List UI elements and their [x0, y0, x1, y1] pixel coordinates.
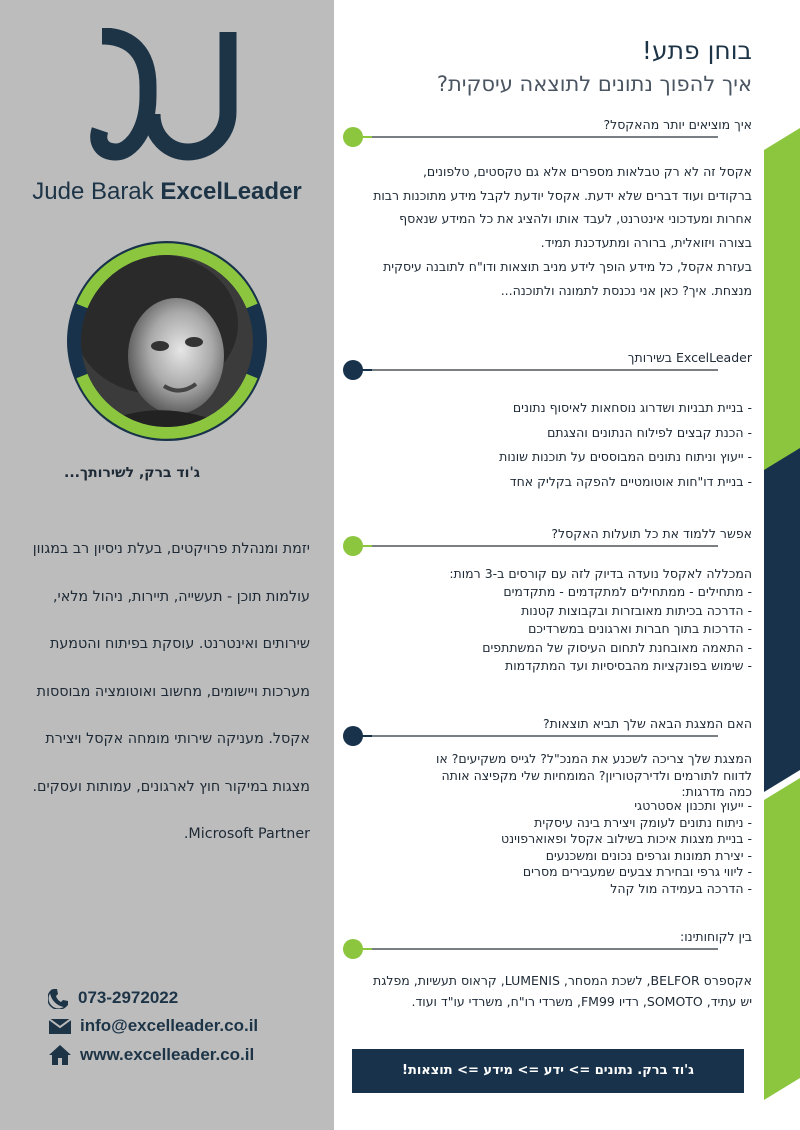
paragraph-line: אחרות ומעדכוני אינטרנט, לעבד אותו ולהציג את כל המידע שנאסף — [399, 211, 752, 227]
jb-logo — [90, 28, 250, 168]
bio-line: עולמות תוכן - תעשייה, תיירות, ניהול מלאי, — [52, 588, 310, 605]
list-item: - הדרכות בתוך חברות וארגונים במשרדיכם — [528, 621, 752, 637]
contact-email[interactable] — [48, 1016, 258, 1036]
services-list — [352, 396, 752, 494]
paragraph-line: מנצחת. איך? כאן אני נכנסת לתמונה ולתוכנה... — [500, 282, 752, 298]
section-heading: איך מוציאים יותר מהאקסל? — [603, 117, 752, 132]
footer-banner: ג'וד ברק. נתונים => ידע => מידע => תוצאות! — [352, 1049, 744, 1093]
brand-name-bold: ExcelLeader — [160, 178, 302, 205]
section-divider — [352, 735, 718, 737]
section-intro — [352, 565, 752, 582]
list-item: - ניתוח נתונים לעומק ויצירת בינה עיסקית — [534, 814, 752, 830]
tagline: ג'וד ברק, לשירותך... — [64, 465, 200, 481]
page-title: בוחן פתע! — [641, 36, 752, 65]
courses-list — [352, 583, 752, 676]
section-heading: האם המצגת הבאה שלך תביא תוצאות? — [543, 716, 752, 731]
main-content — [334, 0, 800, 1130]
sidebar — [0, 0, 334, 1130]
decorative-stripes — [760, 0, 800, 1130]
home-icon — [48, 1044, 72, 1066]
section-paragraph — [352, 160, 752, 302]
contact-phone[interactable] — [48, 987, 178, 1009]
paragraph-line: בצורה ויזואלית, ברורה ומתעדכנת תמיד. — [540, 235, 752, 251]
list-item: - שימוש בפונקציות מהבסיסיות ועד המתקדמות — [505, 658, 752, 674]
list-item: - הדרכה בכיתות מאובזרות ובקבוצות קטנות — [521, 602, 752, 618]
bio-line: יזמת ומנהלת פרויקטים, בעלת ניסיון רב במגוון — [32, 541, 310, 557]
paragraph-line: לדווח לתורמים ולדירקטוריון? המומחיות שלי מקפיצה אותה — [441, 767, 752, 783]
list-item: - בניית מצגות איכות בשילוב אקסל ופאוארפוינט — [500, 831, 752, 846]
section-divider — [352, 369, 718, 371]
section-divider — [352, 136, 718, 138]
phone-icon — [48, 987, 70, 1009]
list-item: - יצירת תמונות וגרפים נכונים ומשכנעים — [545, 847, 752, 863]
list-item: - ייעוץ וניתוח נתונים המבוססים על תוכנות שונות — [499, 449, 752, 464]
brand-name-light: Jude Barak — [32, 178, 154, 205]
clients-paragraph — [352, 970, 752, 1012]
list-item: - מתחילים - ממתחילים למתקדמים - מתקדמים — [503, 584, 752, 599]
email-address: info@excelleader.co.il — [80, 1016, 259, 1035]
envelope-icon — [48, 1016, 72, 1036]
list-item: - הדרכה בעמידה מול קהל — [610, 880, 752, 896]
section-heading: אפשר ללמוד את כל תועלות האקסל? — [551, 526, 752, 541]
bio-line: מצגות במיקור חוץ לארגונים, עמותות ועסקים. — [32, 778, 310, 795]
phone-number: 073-2972022 — [78, 988, 179, 1007]
section-divider — [352, 545, 718, 547]
paragraph-line: אקספרס BELFOR, לשכת המסחר, LUMENIS, קראוס תעשיות, מפלגת — [372, 973, 752, 988]
page-subtitle: איך להפוך נתונים לתוצאה עיסקית? — [436, 72, 752, 96]
section-heading: ExcelLeader בשירותך — [627, 350, 752, 365]
section-heading: בין לקוחותינו: — [680, 929, 752, 944]
contact-website[interactable] — [48, 1044, 254, 1066]
paragraph-line: יש עתיד, SOMOTO, רדיו FM99, משרדי רו"ח, משרדי עו"ד ועוד. — [411, 994, 752, 1009]
profile-photo — [64, 238, 270, 448]
paragraph-line: המצגת שלך צריכה לשכנע את המנכ"ל? לגייס משקיעים? או — [436, 751, 752, 766]
list-item: - הכנת קבצים לפילוח הנתונים והצגתם — [547, 424, 752, 440]
bio-line: אקסל. מעניקה שירותי מומחה אקסל ויצירת — [45, 731, 310, 747]
bio-line: שירותים ואינטרנט. עוסקת בפיתוח והטמעת — [49, 636, 310, 652]
paragraph-line: ברקודים ועוד דברים שלא ידעת. אקסל יודעת לקבל מידע מתוכנות רבות — [373, 187, 752, 203]
paragraph-line: בעזרת אקסל, כל מידע הופך לידע מניב תוצאות ודו"ח לתובנה עיסקית — [383, 258, 752, 274]
bio-line: Microsoft Partner. — [183, 826, 310, 842]
paragraph-line: המכללה לאקסל נועדה בדיוק לזה עם קורסים ב-3 רמות: — [449, 566, 752, 581]
bio — [18, 526, 310, 859]
website-url: www.excelleader.co.il — [80, 1045, 255, 1064]
brand-name — [0, 178, 334, 206]
paragraph-line: אקסל זה לא רק טבלאות מספרים אלא גם טקסטים, טלפונים, — [422, 164, 752, 179]
paragraph-line: כמה מדרגות: — [681, 784, 752, 799]
section-divider — [352, 948, 718, 950]
section-intro — [352, 751, 752, 801]
list-item: - בניית דו"חות אוטומטיים להפקה בקליק אחד — [509, 473, 752, 489]
bio-line: מערכות ויישומים, מחשוב ואוטומציה מבוססות — [36, 683, 310, 700]
list-item: - בניית תבניות ושדרוג נוסחאות לאיסוף נתונים — [512, 400, 752, 415]
presentation-services-list — [352, 798, 752, 897]
list-item: - ייעוץ ותכנון אסטרטגי — [634, 798, 752, 813]
list-item: - ליווי גרפי ובחירת צבעים שמעבירים מסרים — [522, 864, 752, 879]
list-item: - התאמה מאובחנת לתחום העיסוק של המשתתפים — [482, 639, 752, 655]
